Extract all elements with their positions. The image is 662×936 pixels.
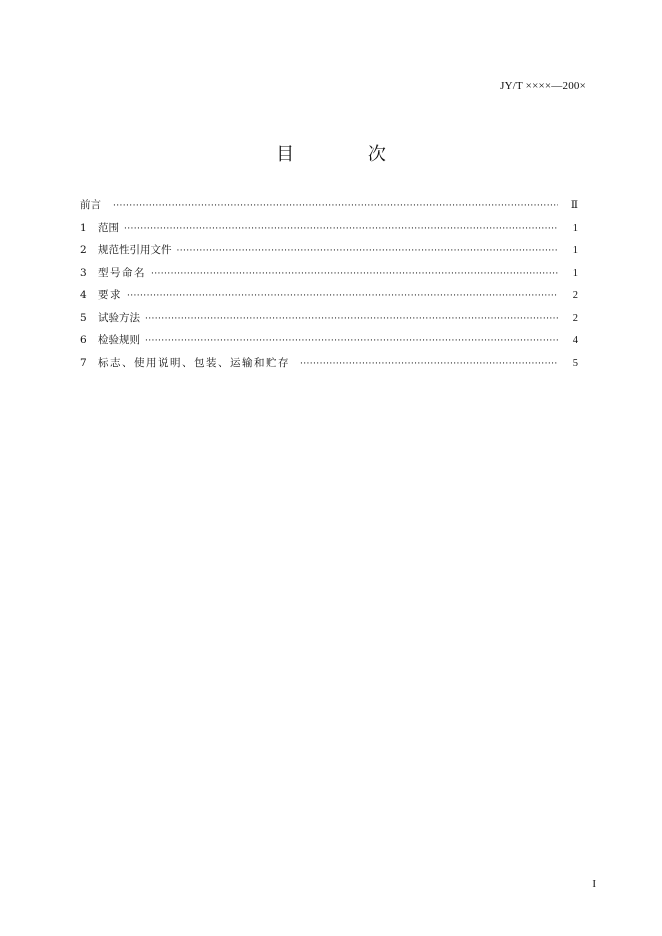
toc-entry-number: 1 <box>80 221 87 234</box>
toc-entry-test-methods[interactable] <box>80 310 578 333</box>
toc-leader-dots <box>145 336 558 346</box>
toc-entry-number: 3 <box>80 266 87 279</box>
toc-entry-title: 要求 <box>98 289 122 301</box>
toc-entry-number: 6 <box>80 334 87 346</box>
toc-leader-dots <box>177 246 559 256</box>
toc-entry-model-naming[interactable] <box>80 265 578 288</box>
toc-entry-page: Ⅱ <box>570 200 578 211</box>
toc-entry-title: 检验规则 <box>98 334 140 346</box>
toc-entry-title: 型号命名 <box>98 266 146 279</box>
toc-entry-page: 5 <box>572 357 578 369</box>
page-title: 目 次 <box>276 144 420 165</box>
toc-entry-number: 4 <box>80 289 87 301</box>
toc-entry-title: 前言 <box>80 199 101 211</box>
toc-entry-page: 2 <box>572 312 578 324</box>
toc-entry-page: 1 <box>572 222 578 234</box>
toc-entry-title: 规范性引用文件 <box>98 244 172 256</box>
page-number: I <box>592 878 596 890</box>
toc-entry-title: 试验方法 <box>98 311 140 324</box>
toc-entry-page: 1 <box>572 245 578 256</box>
toc-entry-number: 7 <box>80 356 87 369</box>
toc-entry-marking-packaging-storage[interactable] <box>80 355 578 378</box>
toc-entry-number: 5 <box>80 311 87 324</box>
toc-leader-dots <box>145 314 558 324</box>
toc-entry-title: 范围 <box>98 221 119 234</box>
table-of-contents <box>80 197 578 377</box>
toc-leader-dots <box>151 269 558 279</box>
toc-leader-dots <box>127 291 558 301</box>
toc-entry-normative-references[interactable] <box>80 242 578 265</box>
toc-entry-page: 4 <box>572 335 578 346</box>
toc-leader-dots <box>124 224 558 234</box>
toc-entry-title: 标志、使用说明、包装、运输和贮存 <box>98 356 290 369</box>
toc-leader-dots <box>113 201 558 211</box>
toc-entry-inspection-rules[interactable] <box>80 332 578 355</box>
toc-entry-requirements[interactable] <box>80 287 578 310</box>
toc-entry-number: 2 <box>80 244 87 256</box>
toc-entry-page: 2 <box>572 290 578 301</box>
toc-leader-dots <box>300 359 558 369</box>
toc-entry-foreword[interactable] <box>80 197 578 220</box>
toc-entry-page: 1 <box>572 267 578 279</box>
standard-code-header: JY/T ××××—200× <box>500 80 586 92</box>
toc-entry-scope[interactable] <box>80 220 578 243</box>
